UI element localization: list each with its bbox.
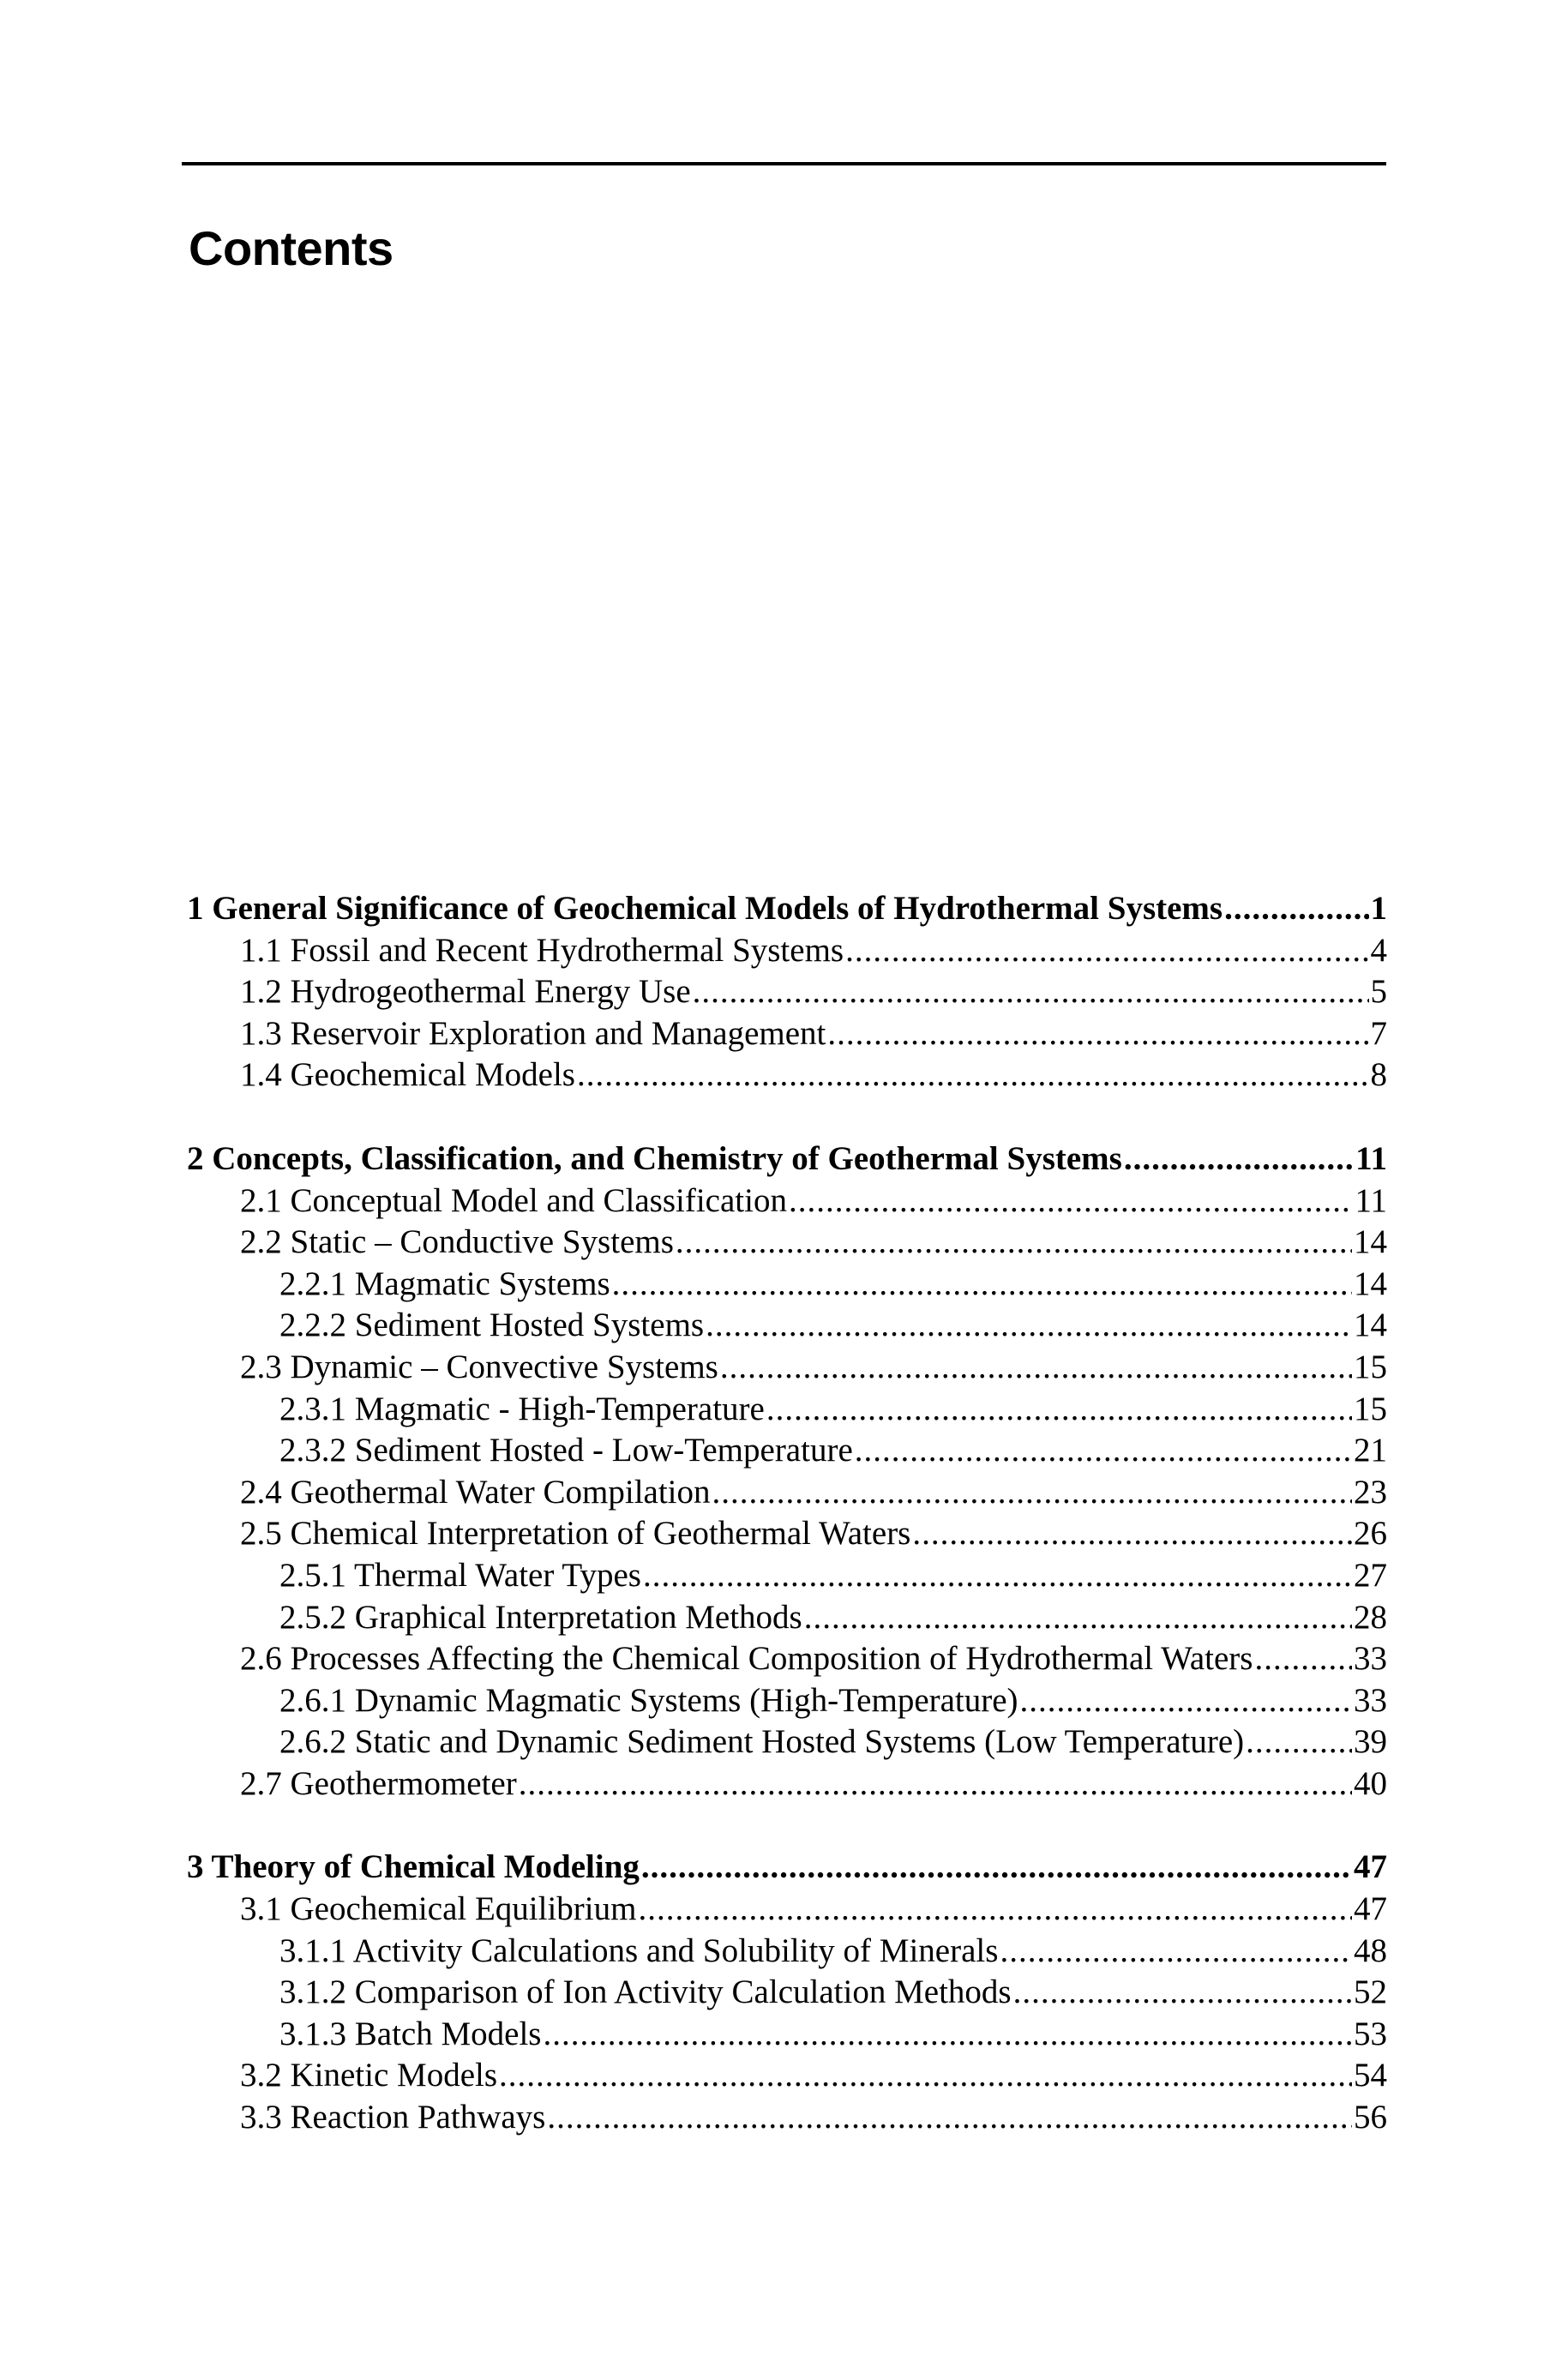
toc-entry-title: 2.5.1 Thermal Water Types: [279, 1556, 641, 1594]
toc-chapter-entry[interactable]: [187, 1847, 1387, 1889]
toc-page-number: 56: [1354, 2099, 1387, 2136]
toc-entry-title: 2.2 Static – Conductive Systems: [240, 1223, 674, 1261]
toc-dot-leader: [827, 1013, 1368, 1055]
toc-entry[interactable]: [187, 1430, 1387, 1472]
toc-entry-title: 2.2.2 Sediment Hosted Systems: [279, 1307, 705, 1344]
toc-page-number: 14: [1354, 1223, 1387, 1261]
toc-section: [187, 1138, 1387, 1805]
toc-page-number: 4: [1370, 931, 1387, 969]
toc-dot-leader: [641, 1847, 1352, 1889]
toc-entry[interactable]: [187, 1721, 1387, 1763]
toc-page-number: 26: [1354, 1515, 1387, 1553]
toc-entry[interactable]: [187, 1680, 1387, 1722]
toc-entry[interactable]: [187, 1972, 1387, 2014]
toc-entry-title: 2.2.1 Magmatic Systems: [279, 1265, 610, 1302]
toc-dot-leader: [693, 971, 1369, 1013]
toc-entry[interactable]: [187, 1347, 1387, 1389]
toc-dot-leader: [612, 1264, 1352, 1306]
toc-page-number: 53: [1354, 2015, 1387, 2052]
toc-chapter-entry[interactable]: [187, 1138, 1387, 1180]
toc-dot-leader: [643, 1555, 1352, 1597]
toc-entry-title: 2.6 Processes Affecting the Chemical Composition of Hydrothermal Waters: [240, 1640, 1253, 1678]
toc-entry[interactable]: [187, 1931, 1387, 1973]
toc-entry[interactable]: [187, 1389, 1387, 1431]
toc-entry-title: 3.1.1 Activity Calculations and Solubility of Minerals: [279, 1931, 999, 1969]
toc-page-number: 14: [1354, 1307, 1387, 1344]
toc-page-number: 48: [1354, 1931, 1387, 1969]
toc-dot-leader: [766, 1389, 1352, 1431]
toc-dot-leader: [712, 1472, 1352, 1514]
toc-entry[interactable]: [187, 1180, 1387, 1223]
toc-page-number: 39: [1354, 1723, 1387, 1761]
toc-entry-title: 2.4 Geothermal Water Compilation: [240, 1473, 711, 1511]
toc-page-number: 28: [1354, 1598, 1387, 1636]
toc-entry-title: 1.1 Fossil and Recent Hydrothermal Systems: [240, 931, 844, 969]
toc-page-number: 7: [1370, 1014, 1387, 1052]
toc-entry-title: 2.6.2 Static and Dynamic Sediment Hosted Systems (Low Temperature): [279, 1723, 1245, 1761]
toc-section: [187, 888, 1387, 1096]
toc-entry[interactable]: [187, 1638, 1387, 1680]
toc-entry-title: 3.3 Reaction Pathways: [240, 2099, 546, 2136]
toc-page-number: 27: [1354, 1556, 1387, 1594]
toc-page-number: 54: [1354, 2057, 1387, 2094]
toc-entry[interactable]: [187, 1513, 1387, 1555]
toc-entry[interactable]: [187, 1555, 1387, 1597]
toc-page-number: 40: [1354, 1764, 1387, 1802]
toc-dot-leader: [1224, 888, 1368, 930]
toc-page-number: 15: [1354, 1348, 1387, 1385]
toc-dot-leader: [543, 2014, 1352, 2056]
toc-entry[interactable]: [187, 1597, 1387, 1639]
toc-entry-title: 1.4 Geochemical Models: [240, 1056, 575, 1094]
toc-entry-title: 3.2 Kinetic Models: [240, 2057, 498, 2094]
toc-page-number: 11: [1355, 1181, 1387, 1219]
header-rule: [182, 162, 1386, 165]
toc-dot-leader: [720, 1347, 1352, 1389]
toc-dot-leader: [1254, 1638, 1352, 1680]
toc-entry-title: 2.3 Dynamic – Convective Systems: [240, 1348, 718, 1385]
toc-page-number: 47: [1354, 1848, 1387, 1886]
toc-entry-title: 2.7 Geothermometer: [240, 1764, 517, 1802]
toc-entry-title: 1.2 Hydrogeothermal Energy Use: [240, 973, 691, 1011]
toc-entry[interactable]: [187, 971, 1387, 1013]
toc-dot-leader: [519, 1763, 1352, 1805]
toc-page-number: 47: [1354, 1890, 1387, 1928]
toc-entry-title: 3.1.3 Batch Models: [279, 2015, 542, 2052]
toc-dot-leader: [912, 1513, 1352, 1555]
toc-dot-leader: [706, 1305, 1352, 1347]
toc-dot-leader: [638, 1889, 1352, 1931]
toc-entry-title: 3.1.2 Comparison of Ion Activity Calculation Methods: [279, 1973, 1012, 2011]
toc-page-number: 15: [1354, 1390, 1387, 1427]
toc-dot-leader: [577, 1054, 1369, 1096]
toc-page-number: 52: [1354, 1973, 1387, 2011]
toc-entry[interactable]: [187, 1013, 1387, 1055]
toc-dot-leader: [1000, 1931, 1352, 1973]
toc-entry[interactable]: [187, 1889, 1387, 1931]
toc-entry-title: 3.1 Geochemical Equilibrium: [240, 1890, 637, 1928]
table-of-contents: [187, 888, 1387, 2181]
toc-dot-leader: [789, 1180, 1353, 1223]
toc-entry[interactable]: [187, 1222, 1387, 1264]
toc-entry-title: 2.1 Conceptual Model and Classification: [240, 1181, 787, 1219]
toc-page-number: 14: [1354, 1265, 1387, 1302]
toc-entry-title: 2.3.1 Magmatic - High-Temperature: [279, 1390, 765, 1427]
toc-entry-title: 2 Concepts, Classification, and Chemistry of Geothermal Systems: [187, 1139, 1122, 1177]
toc-page-number: 1: [1370, 890, 1387, 927]
toc-entry[interactable]: [187, 2014, 1387, 2056]
toc-entry[interactable]: [187, 2055, 1387, 2097]
toc-entry-title: 2.5.2 Graphical Interpretation Methods: [279, 1598, 802, 1636]
page-title: Contents: [189, 221, 394, 275]
toc-chapter-entry[interactable]: [187, 888, 1387, 930]
toc-page-number: 23: [1354, 1473, 1387, 1511]
toc-page-number: 11: [1355, 1139, 1387, 1177]
toc-entry[interactable]: [187, 1305, 1387, 1347]
toc-entry-title: 1.3 Reservoir Exploration and Management: [240, 1014, 826, 1052]
toc-dot-leader: [547, 2097, 1352, 2139]
toc-page-number: 5: [1370, 973, 1387, 1011]
toc-entry[interactable]: [187, 1472, 1387, 1514]
toc-dot-leader: [845, 930, 1368, 972]
toc-entry[interactable]: [187, 930, 1387, 972]
toc-dot-leader: [1246, 1721, 1352, 1763]
toc-entry-title: 2.3.2 Sediment Hosted - Low-Temperature: [279, 1432, 853, 1469]
toc-entry-title: 2.5 Chemical Interpretation of Geothermal Waters: [240, 1515, 911, 1553]
toc-entry[interactable]: [187, 1054, 1387, 1096]
toc-page-number: 33: [1354, 1640, 1387, 1678]
toc-dot-leader: [855, 1430, 1352, 1472]
toc-entry[interactable]: [187, 1763, 1387, 1805]
toc-dot-leader: [1020, 1680, 1352, 1722]
toc-dot-leader: [1013, 1972, 1352, 2014]
toc-page-number: 21: [1354, 1432, 1387, 1469]
toc-page-number: 33: [1354, 1681, 1387, 1719]
toc-section: [187, 1847, 1387, 2138]
toc-dot-leader: [804, 1597, 1352, 1639]
toc-page-number: 8: [1370, 1056, 1387, 1094]
toc-dot-leader: [676, 1222, 1352, 1264]
toc-dot-leader: [499, 2055, 1352, 2097]
toc-entry[interactable]: [187, 1264, 1387, 1306]
toc-dot-leader: [1124, 1138, 1354, 1180]
toc-entry[interactable]: [187, 2097, 1387, 2139]
toc-entry-title: 2.6.1 Dynamic Magmatic Systems (High-Temperature): [279, 1681, 1018, 1719]
toc-entry-title: 1 General Significance of Geochemical Models of Hydrothermal Systems: [187, 890, 1223, 927]
toc-entry-title: 3 Theory of Chemical Modeling: [187, 1848, 640, 1886]
